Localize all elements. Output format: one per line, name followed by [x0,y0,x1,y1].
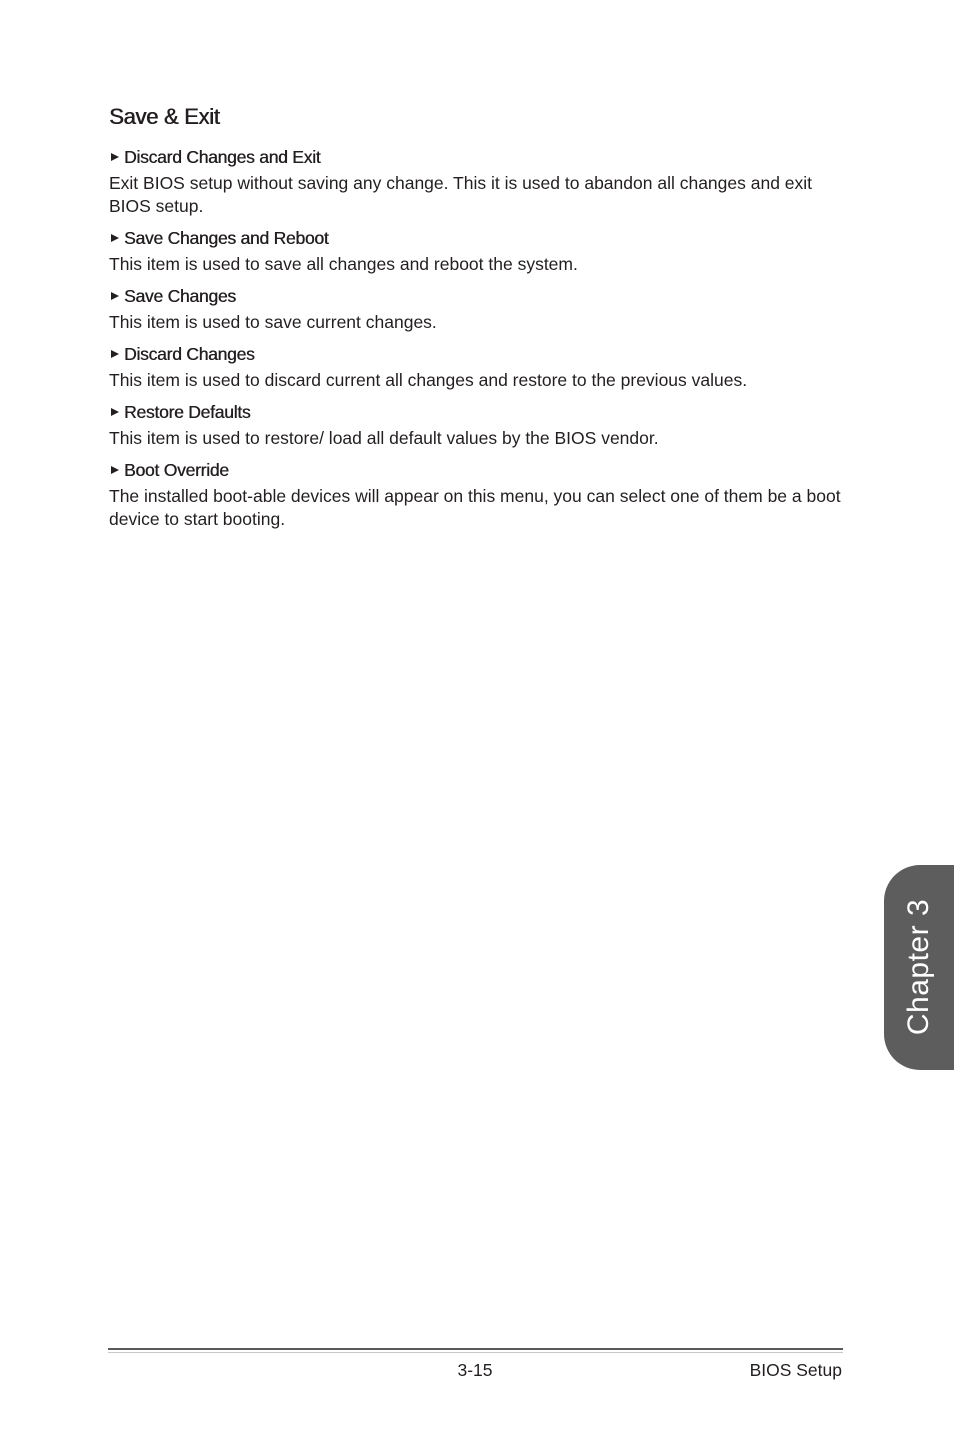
item-description: This item is used to discard current all changes and restore to the previous values. [109,370,748,390]
item-discard-changes-and-exit [109,146,844,218]
item-heading [109,146,844,168]
item-description: The installed boot-able devices will appear on this menu, you can select one of them be a boot device to start booting. [109,486,841,529]
item-description: Exit BIOS setup without saving any change. This it is used to abandon all changes and exit BIOS setup. [109,173,813,216]
item-save-changes-and-reboot [109,227,844,276]
footer-divider-shadow [108,1352,843,1353]
triangle-right-icon [111,234,119,242]
item-restore-defaults [109,401,844,450]
triangle-right-icon [111,292,119,300]
item-description: This item is used to save all changes and reboot the system. [109,254,578,274]
item-heading-text: Boot Override [124,460,229,480]
item-description: This item is used to save current changes. [109,312,437,332]
item-save-changes [109,285,844,334]
item-heading [109,459,844,481]
triangle-right-icon [111,466,119,474]
item-heading-text: Restore Defaults [124,402,251,422]
item-discard-changes [109,343,844,392]
chapter-tab-label: Chapter 3 [902,898,935,1036]
section-title: Save & Exit [109,104,220,129]
footer-section-name: BIOS Setup [749,1360,842,1380]
item-heading-text: Save Changes [124,286,236,306]
page-number: 3-15 [457,1360,493,1380]
item-heading-text: Discard Changes [124,344,255,364]
footer-divider [108,1348,843,1350]
item-heading-text: Save Changes and Reboot [124,228,329,248]
item-heading [109,401,844,423]
triangle-right-icon [111,408,119,416]
page-content [109,102,844,540]
item-heading [109,285,844,307]
chapter-tab [884,865,954,1070]
triangle-right-icon [111,350,119,358]
item-boot-override [109,459,844,531]
item-heading [109,227,844,249]
item-description: This item is used to restore/ load all default values by the BIOS vendor. [109,428,659,448]
triangle-right-icon [111,153,119,161]
item-heading-text: Discard Changes and Exit [124,147,321,167]
item-heading [109,343,844,365]
